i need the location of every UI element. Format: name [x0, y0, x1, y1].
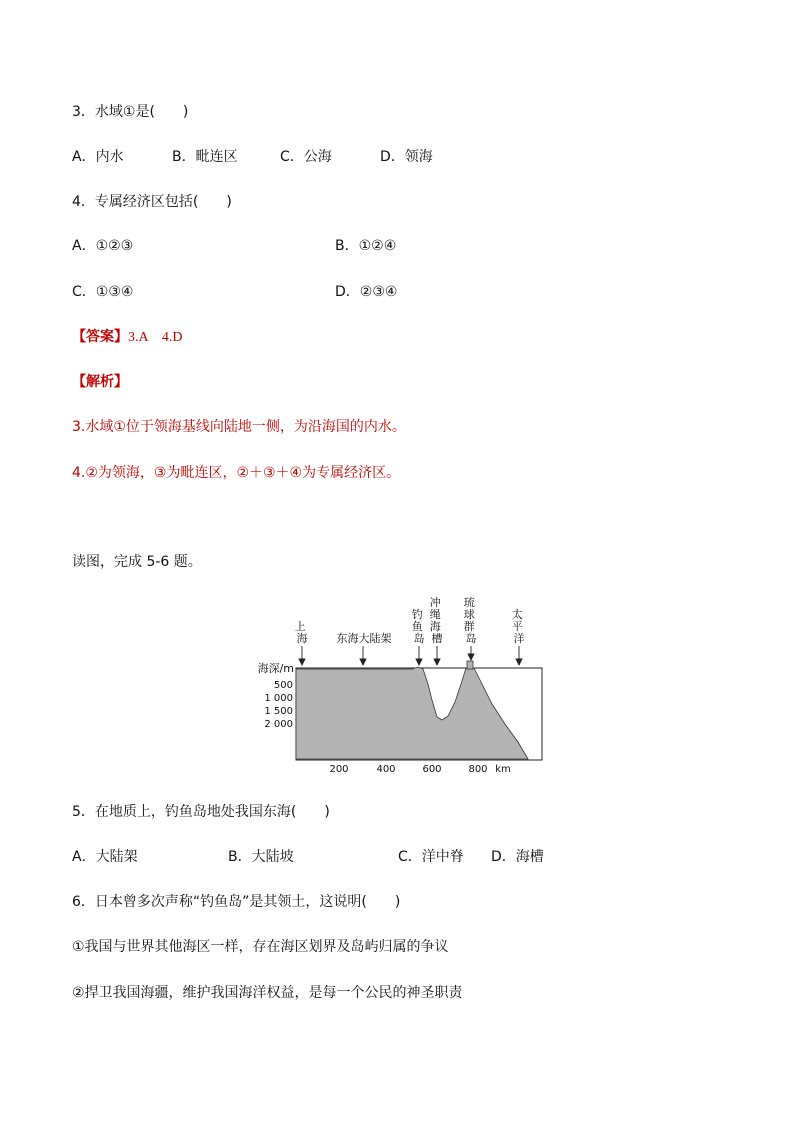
q4-option-b: B．①②④ [335, 238, 397, 254]
x-tick-600: 600 [422, 764, 442, 775]
label-diaoyu-island: 钓 鱼 岛 [411, 608, 425, 645]
q5-option-a: A．大陆架 [72, 849, 138, 865]
q6-item-2: ②捍卫我国海疆，维护我国海洋权益，是每一个公民的神圣职责 [72, 985, 463, 1001]
label-arrows [299, 646, 522, 665]
seabed-profile-figure [248, 593, 546, 779]
analysis-line-1: 3.水域①位于领海基线向陆地一侧，为沿海国的内水。 [72, 419, 406, 435]
x-tick-200: 200 [329, 764, 349, 775]
label-pacific-ocean: 太 平 洋 [511, 608, 525, 645]
ryukyu-island-peak [467, 661, 473, 669]
q5-option-c: C．洋中脊 [398, 849, 464, 865]
q3-option-a: A．内水 [72, 149, 124, 165]
q4-option-d: D．②③④ [335, 284, 398, 300]
q3-option-c: C．公海 [280, 149, 332, 165]
q4-option-c: C．①③④ [72, 284, 134, 300]
q5-option-d: D．海槽 [491, 849, 544, 865]
label-ryukyu-islands: 琉 球 群 岛 [463, 596, 477, 645]
answer-tag: 【答案】 [72, 329, 128, 345]
y-axis-title: 海深/m [257, 662, 294, 675]
label-east-china-sea-shelf: 东海大陆架 [336, 632, 392, 645]
label-shanghai: 上 海 [294, 620, 308, 645]
y-tick-500: 500 [273, 680, 293, 691]
y-tick-2000: 2 000 [264, 719, 293, 730]
x-axis-unit: km [495, 764, 511, 775]
question-6-stem: 6．日本曾多次声称“钓鱼岛”是其领土，这说明( ) [72, 894, 401, 910]
x-tick-400: 400 [376, 764, 396, 775]
answer-value: 3.A 4.D [128, 330, 183, 345]
figure-intro: 读图，完成 5-6 题。 [72, 554, 202, 570]
question-4-stem: 4．专属经济区包括( ) [72, 194, 232, 210]
q3-option-d: D．领海 [380, 149, 433, 165]
answer-line [72, 328, 182, 347]
y-tick-1000: 1 000 [264, 693, 293, 704]
y-tick-1500: 1 500 [264, 706, 293, 717]
seafloor-profile [296, 667, 528, 759]
q5-option-b: B．大陆坡 [228, 849, 294, 865]
q6-item-1: ①我国与世界其他海区一样，存在海区划界及岛屿归属的争议 [72, 939, 449, 955]
question-5-stem: 5．在地质上，钓鱼岛地处我国东海( ) [72, 804, 330, 820]
q3-option-b: B．毗连区 [172, 149, 238, 165]
analysis-line-2: 4.②为领海，③为毗连区，②＋③＋④为专属经济区。 [72, 465, 401, 481]
analysis-tag: 【解析】 [72, 374, 128, 390]
x-tick-800: 800 [468, 764, 488, 775]
question-3-stem: 3．水域①是( ) [72, 104, 189, 120]
q4-option-a: A．①②③ [72, 238, 134, 254]
label-okinawa-trough: 冲 绳 海 槽 [429, 596, 443, 645]
